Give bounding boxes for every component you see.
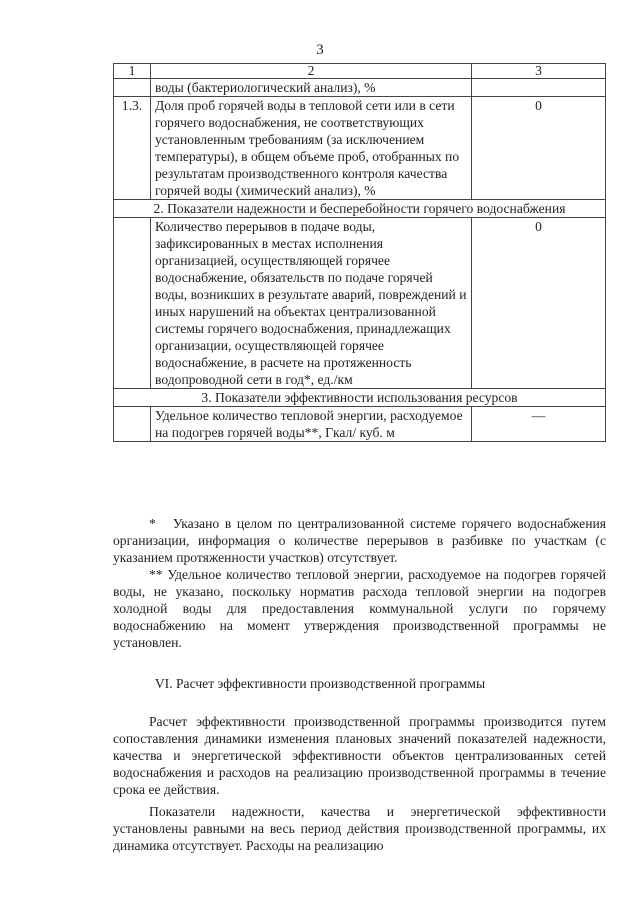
paragraph: Расчет эффективности производственной программы производится путем сопоставления динамики изменения плановых значений показателей надежности, качества и энергетической эффективности объектов централизованных сетей водоснабжения и расходов на реализацию производственной программы в течение срока ее действия.	[113, 714, 606, 797]
table-row	[114, 97, 606, 200]
table-section-row	[114, 200, 606, 218]
table-row	[114, 79, 606, 97]
indicators-table	[113, 63, 606, 442]
row-indicator: Количество перерывов в подаче воды, зафиксированных в местах исполнения организацией, осуществляющей горячее водоснабжение, обязательств по подаче горячей воды, возникших в результате аварий, повреждений и иных нарушений на объектах централизованной системы горячего водоснабжения, принадлежащих организации, осуществляющей горячее водоснабжение, в расчете на протяженность водопроводной сети в год*, ед./км	[151, 218, 472, 389]
page-number: 3	[316, 42, 324, 58]
section-title-efficiency: 3. Показатели эффективности использования ресурсов	[114, 389, 606, 407]
table-row	[114, 218, 606, 389]
row-value	[472, 79, 606, 97]
footnote-1: * Указано в целом по централизованной системе горячего водоснабжения организации, информация о количестве перерывов в разбивке по участкам (с указанием протяженности участков) отсутствует.	[113, 516, 606, 565]
table-row	[114, 407, 606, 442]
paragraph: Показатели надежности, качества и энергетической эффективности установлены равными на весь период действия производственной программы, их динамика отсутствует. Расходы на реализацию	[113, 804, 606, 853]
body-text	[113, 713, 606, 859]
row-number: 1.3.	[114, 97, 151, 200]
row-number	[114, 79, 151, 97]
row-number	[114, 407, 151, 442]
header-col-2: 2	[151, 64, 472, 79]
header-col-1: 1	[114, 64, 151, 79]
row-value: 0	[472, 97, 606, 200]
section-title-reliability: 2. Показатели надежности и бесперебойности горячего водоснабжения	[114, 200, 606, 218]
table-section-row	[114, 389, 606, 407]
footnote-2: ** Удельное количество тепловой энергии, расходуемое на подогрев горячей воды, не указано, поскольку норматив расхода тепловой энергии на подогрев холодной воды для предоставления коммунальной услуги по горячему водоснабжению на момент утверждения производственной программы не установлен.	[113, 567, 606, 650]
row-indicator: Доля проб горячей воды в тепловой сети или в сети горячего водоснабжения, не соответствующих установленным требованиям (за исключением температуры), в общем объеме проб, отобранных по результатам производственного контроля качества горячей воды (химический анализ), %	[151, 97, 472, 200]
row-value: —	[472, 407, 606, 442]
table-header-row	[114, 64, 606, 79]
row-number	[114, 218, 151, 389]
row-indicator: Удельное количество тепловой энергии, расходуемое на подогрев горячей воды**, Гкал/ куб. м	[151, 407, 472, 442]
section-heading: VI. Расчет эффективности производственной программы	[154, 676, 486, 691]
footnotes	[113, 515, 606, 651]
header-col-3: 3	[472, 64, 606, 79]
row-indicator: воды (бактериологический анализ), %	[151, 79, 472, 97]
row-value: 0	[472, 218, 606, 389]
